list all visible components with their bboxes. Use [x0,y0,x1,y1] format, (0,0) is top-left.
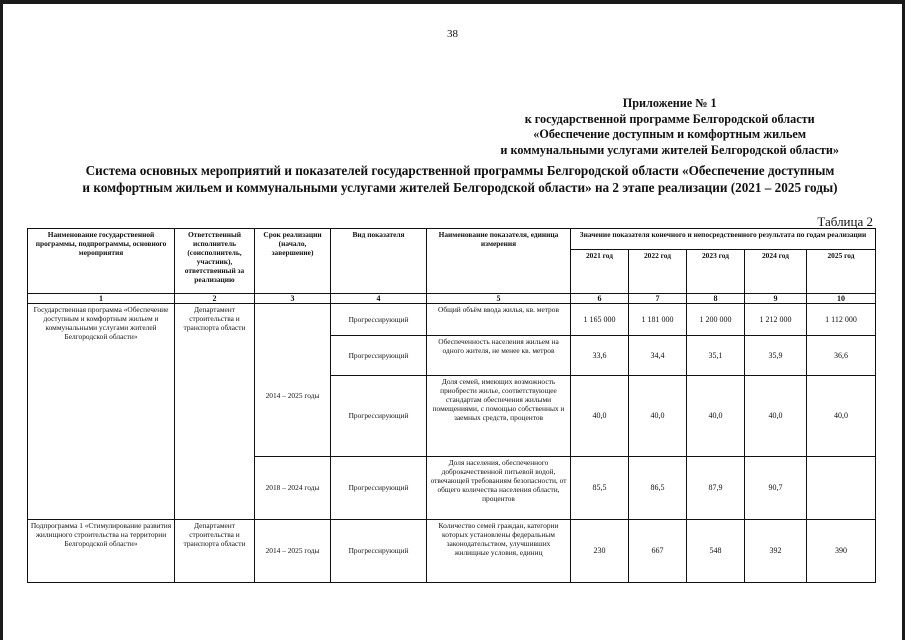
header-year-2022: 2022 год [629,250,687,294]
indicator-name: Доля населения, обеспеченного доброкачественной питьевой водой, отвечающей требованиям безопасности, от общего количества населения области, процентов [427,456,571,519]
value-cell: 392 [745,519,807,582]
indicator-name: Количество семей граждан, категории которых установлены федеральным законодательством, улучшивших жилищные условия, единиц [427,519,571,582]
value-cell: 40,0 [687,375,745,456]
header-period: Срок реализации (начало, завершение) [255,229,331,294]
value-cell: 86,5 [629,456,687,519]
header-name: Наименование государственной программы, подпрограммы, основного мероприятия [28,229,175,294]
appendix-line-4: и коммунальными услугами жителей Белгородской области» [500,142,839,157]
value-cell: 34,4 [629,335,687,375]
value-cell: 1 112 000 [807,304,876,336]
column-number: 6 [571,294,629,304]
period-cell-blank [255,304,331,336]
value-cell: 1 165 000 [571,304,629,336]
header-indicator-type: Вид показателя [331,229,427,294]
indicator-name: Общий объём ввода жилья, кв. метров [427,304,571,336]
scan-frame-top [0,0,905,4]
value-cell: 667 [629,519,687,582]
indicator-name: Доля семей, имеющих возможность приобрести жилье, соответствующее стандартам обеспечения жилыми помещениями, с помощью собственных и заемных средств, процентов [427,375,571,456]
scan-frame-left [0,0,3,640]
appendix-line-2: к государственной программе Белгородской области [524,111,815,126]
value-cell: 40,0 [745,375,807,456]
column-number: 10 [807,294,876,304]
value-cell: 85,5 [571,456,629,519]
indicator-type: Прогрессирующий [331,335,427,375]
value-cell: 33,6 [571,335,629,375]
indicators-table [27,228,876,583]
value-cell [807,456,876,519]
column-number: 2 [175,294,255,304]
column-number-row [28,294,876,304]
indicator-type: Прогрессирующий [331,456,427,519]
table-label: Таблица 2 [817,214,873,229]
period-cell: 2014 – 2025 годы [255,519,331,582]
value-cell: 40,0 [807,375,876,456]
value-cell: 1 181 000 [629,304,687,336]
column-number: 5 [427,294,571,304]
table-row [28,519,876,582]
header-indicator-name: Наименование показателя, единица измерения [427,229,571,294]
value-cell: 1 200 000 [687,304,745,336]
column-number: 7 [629,294,687,304]
value-cell: 40,0 [571,375,629,456]
period-cell: 2014 – 2025 годы [255,335,331,456]
value-cell: 35,9 [745,335,807,375]
page-number: 38 [447,28,458,40]
period-cell: 2018 – 2024 годы [255,456,331,519]
program-executor: Департамент строительства и транспорта области [175,304,255,520]
value-cell: 35,1 [687,335,745,375]
header-year-2023: 2023 год [687,250,745,294]
column-number: 4 [331,294,427,304]
appendix-line-1: Приложение № 1 [622,96,717,110]
header-executor: Ответственный исполнитель (соисполнитель, участник), ответственный за реализацию [175,229,255,294]
table-row [28,304,876,336]
indicator-type: Прогрессирующий [331,304,427,336]
header-year-2021: 2021 год [571,250,629,294]
column-number: 9 [745,294,807,304]
column-number: 3 [255,294,331,304]
subprogram-name: Подпрограмма 1 «Стимулирование развития жилищного строительства на территории Белгородской области» [28,519,175,582]
title-line-2: и комфортным жильем и коммунальными услугами жителей Белгородской области» на 2 этапе реализации (2021 – 2025 годы) [82,180,838,195]
title-line-1: Система основных мероприятий и показателей государственной программы Белгородской области «Обеспечение доступным [85,163,835,178]
header-values-group: Значение показателя конечного и непосредственного результата по годам реализации [571,229,876,250]
value-cell: 87,9 [687,456,745,519]
subprogram-executor: Департамент строительства и транспорта области [175,519,255,582]
program-name: Государственная программа «Обеспечение доступным и комфортным жильем и коммунальными услугами жителей Белгородской области» [28,304,175,520]
document-title [40,162,880,196]
value-cell: 1 212 000 [745,304,807,336]
appendix-line-3: «Обеспечение доступным и комфортным жильем [533,127,807,141]
column-number: 8 [687,294,745,304]
value-cell: 90,7 [745,456,807,519]
value-cell: 548 [687,519,745,582]
value-cell: 390 [807,519,876,582]
value-cell: 40,0 [629,375,687,456]
appendix-heading [500,96,839,158]
indicator-type: Прогрессирующий [331,375,427,456]
value-cell: 230 [571,519,629,582]
indicator-name: Обеспеченность населения жильем на одного жителя, не менее кв. метров [427,335,571,375]
header-year-2025: 2025 год [807,250,876,294]
indicator-type: Прогрессирующий [331,519,427,582]
value-cell: 36,6 [807,335,876,375]
column-number: 1 [28,294,175,304]
header-year-2024: 2024 год [745,250,807,294]
